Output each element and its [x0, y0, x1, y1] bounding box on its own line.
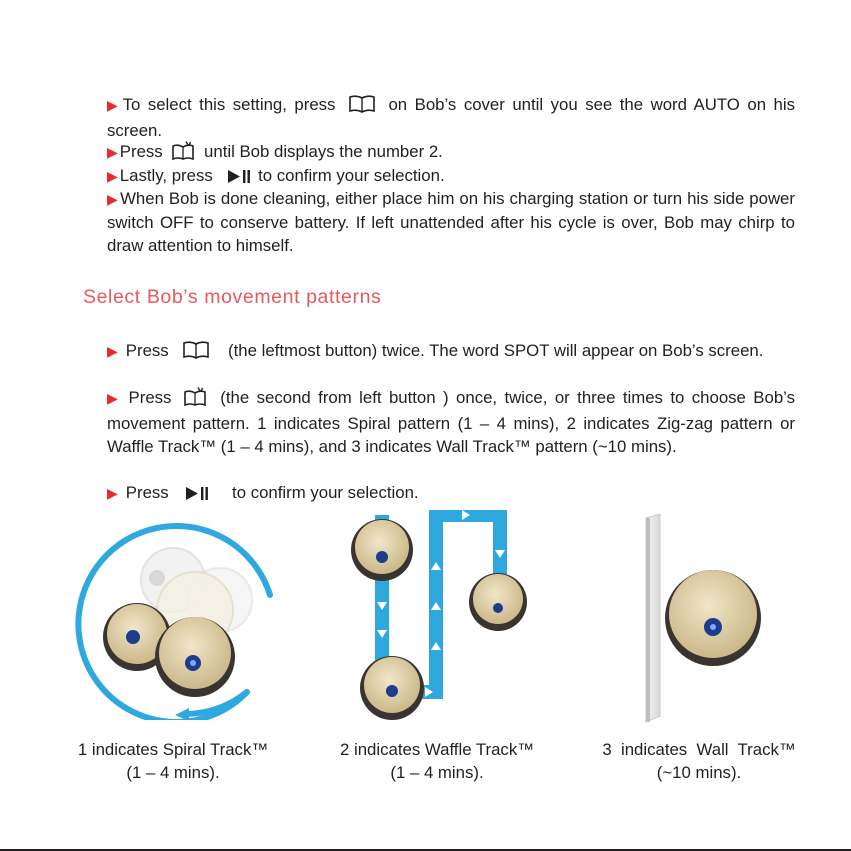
- instruction-text: (the second from left button ) once, twice, or three times to choose Bob’s movement pattern. 1 indicates Spiral pattern (1 – 4 mins), 2 indicates Zig-zag pattern or Waffle Track™ (1 – 4 mins), and 3 indicates Wall Track™ pattern (~10 mins).: [107, 388, 795, 456]
- instruction-press-mode: [107, 140, 795, 166]
- play-pause-icon: [185, 484, 209, 507]
- instruction-text: Press: [128, 388, 172, 407]
- instruction-press-spot: [107, 339, 795, 365]
- section-heading: Select Bob’s movement patterns: [83, 286, 382, 308]
- instruction-text: to confirm your selection.: [258, 166, 445, 185]
- caption-line: 3 indicates Wall Track™: [602, 740, 796, 759]
- waffle-track-illustration: [330, 510, 540, 725]
- instruction-text: (the leftmost button) twice. The word SPOT will appear on Bob’s screen.: [228, 341, 764, 360]
- instruction-text: Press: [119, 142, 163, 161]
- open-book-icon: [349, 95, 375, 119]
- caption-line: (1 – 4 mins).: [390, 763, 484, 782]
- caption-line: (1 – 4 mins).: [126, 763, 220, 782]
- caption-line: (~10 mins).: [656, 763, 742, 782]
- instruction-text: Press: [125, 483, 169, 502]
- cleaning-mode-icon: [171, 141, 195, 166]
- instruction-text: to confirm your selection.: [232, 483, 419, 502]
- caption-line: 1 indicates Spiral Track™: [77, 740, 269, 759]
- bullet-triangle-icon: ▶: [107, 390, 121, 406]
- bullet-triangle-icon: ▶: [107, 343, 118, 359]
- instruction-text: When Bob is done cleaning, either place him on his charging station or turn his side power switch OFF to conserve battery. If left unattended after his cycle is over, Bob may chirp to draw attention to himself.: [107, 189, 795, 255]
- open-book-icon: [183, 341, 209, 365]
- instruction-done-cleaning: [107, 187, 795, 257]
- instruction-text: until Bob displays the number 2.: [204, 142, 443, 161]
- instruction-text: on Bob’s cover until you see the word AUTO on his screen.: [107, 95, 795, 140]
- bullet-triangle-icon: ▶: [107, 97, 121, 113]
- instruction-auto-select: [107, 93, 795, 142]
- bullet-triangle-icon: ▶: [107, 168, 118, 184]
- spiral-track-illustration: [75, 510, 285, 720]
- instruction-text: Lastly, press: [119, 166, 213, 185]
- caption-wall-track: [586, 738, 812, 784]
- instruction-text: To select this setting, press: [122, 95, 336, 114]
- caption-waffle-track: [324, 738, 550, 784]
- wall-track-illustration: [588, 510, 818, 725]
- instruction-confirm-pattern: [107, 481, 795, 507]
- instruction-text: Press: [125, 341, 169, 360]
- instruction-movement-pattern: [107, 386, 795, 458]
- caption-spiral-track: [60, 738, 286, 784]
- caption-line: 2 indicates Waffle Track™: [340, 740, 534, 759]
- bullet-triangle-icon: ▶: [107, 191, 119, 207]
- bullet-triangle-icon: ▶: [107, 485, 118, 501]
- cleaning-mode-icon: [183, 387, 207, 412]
- bullet-triangle-icon: ▶: [107, 144, 118, 160]
